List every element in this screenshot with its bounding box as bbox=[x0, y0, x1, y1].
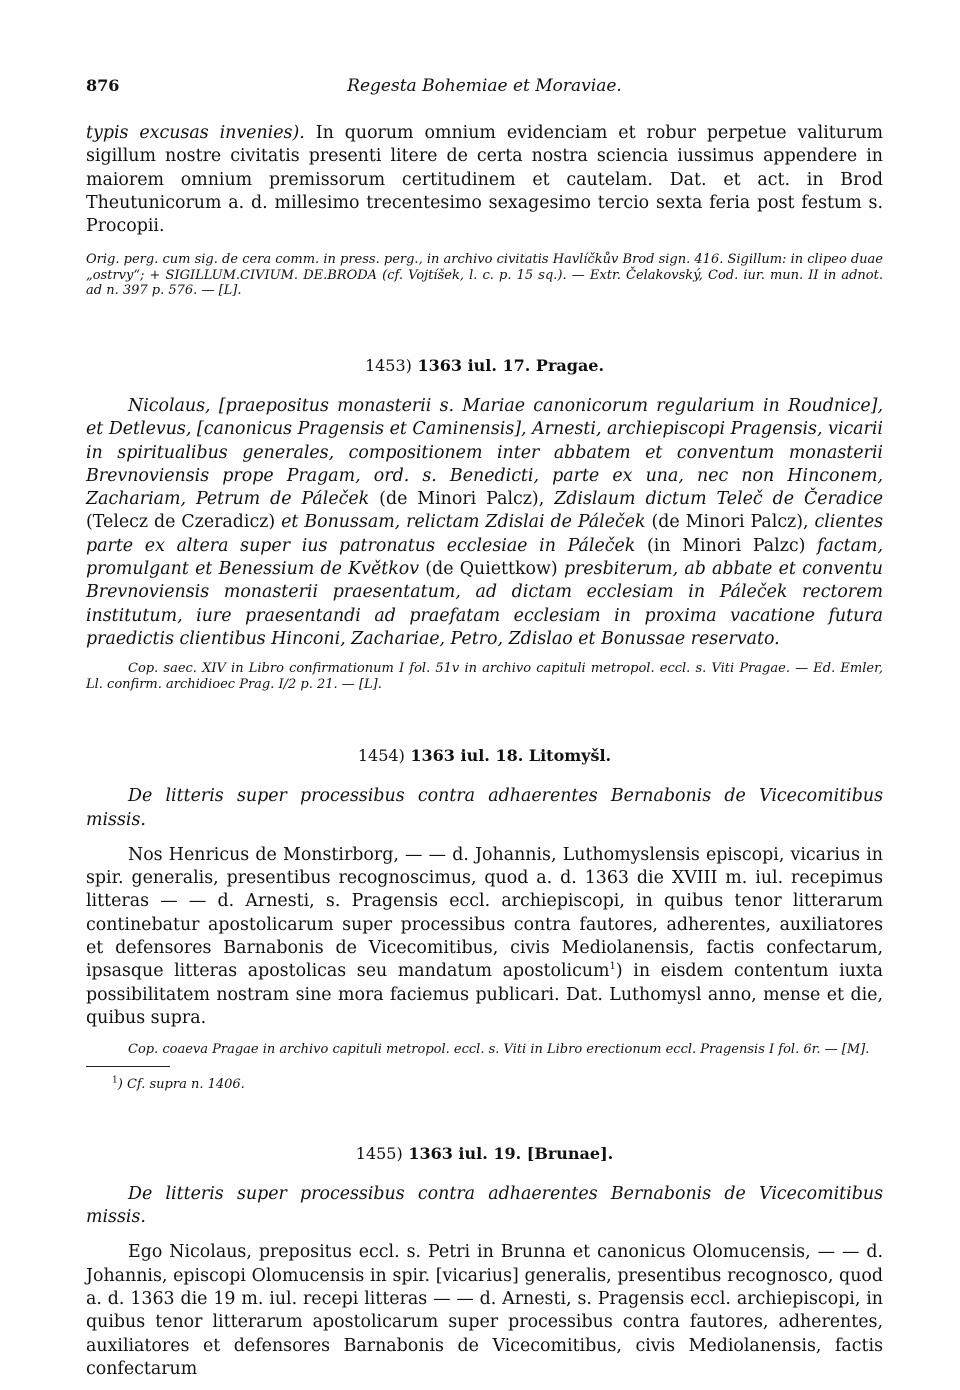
entry-1454-text-a: Nos Henricus de Monstirborg, — — d. Johannis, Luthomyslensis episcopi, vicarius in spir. generalis, presentibus recognoscimus, quod a. d. 1363 die XVIII m. iul. recepimus litteras — — d. Arnesti, s. Pragensis eccl. archiepiscopi, in quibus tenor litterarum continebatur apostolicarum super processibus contra fautores, adherentes, auxiliatores et defensores Barnabonis de Vicecomitibus, civis Mediolanensis, factis confectarum, ipsasque litteras apostolicas seu mandatum apostolicum bbox=[86, 844, 883, 982]
footnote-text: ) Cf. supra n. 1406. bbox=[117, 1076, 245, 1092]
entry-1453-number: 1453) bbox=[364, 355, 412, 375]
running-header bbox=[86, 70, 883, 102]
page-number: 876 bbox=[86, 76, 120, 95]
entry-1453-date-place: 1363 iul. 17. Pragae. bbox=[417, 355, 605, 375]
regest-part: et Bonussam, relictam Zdislai de Páleček bbox=[281, 512, 646, 533]
regest-part: Nicolaus, [praepositus monasterii s. Mariae canonicorum regularium in Roudnice], et Detlevus, [canonicus Pragensis et Caminensis], Arnesti, archiepiscopi Pragensis, vicarii in spiritualibus generales, compositionem inter abbatem et conventum monasterii Brevnoviensis prope Pragam, ord. s. Benedicti, parte ex una, nec non Hinconem, Zachariam, Petrum de Páleček bbox=[86, 395, 883, 510]
running-title: Regesta Bohemiae et Moraviae. bbox=[347, 76, 622, 96]
previous-entry-italic: typis excusas invenies). bbox=[86, 123, 305, 143]
entry-1454-regest: De litteris super processibus contra adhaerentes Bernabonis de Vicecomitibus missis. bbox=[86, 786, 883, 830]
entry-1455-text: Ego Nicolaus, prepositus eccl. s. Petri in Brunna et canonicus Olomucensis, — — d. Johannis, episcopi Olomucensis in spir. [vicarius] generalis, presentibus recognosco, quod a. d. 1363 die 19 m. iul. recepi litteras — — d. Arnesti, s. Pragensis eccl. archiepiscopi, in quibus tenor litterarum apostolicarum super processibus contra fautores, adherentes, auxiliatores et defensores Barnabonis de Vicecomitibus, civis Mediolanensis, factis confectarum bbox=[86, 1242, 883, 1379]
entry-1453-heading bbox=[86, 356, 883, 375]
regest-part: (Telecz de Czeradicz) bbox=[86, 512, 276, 533]
entry-1454-note: Cop. coaeva Pragae in archivo capituli metropol. eccl. s. Viti in Libro erectionum eccl. Pragensis I fol. 6r. — [M]. bbox=[128, 1042, 870, 1058]
entry-1454-date-place: 1363 iul. 18. Litomyšl. bbox=[410, 746, 612, 766]
entry-1453-note: Cop. saec. XIV in Libro confirmationum I fol. 51v in archivo capituli metropol. eccl. s. Viti Pragae. — Ed. Emler, Ll. confirm. archidioec Prag. I/2 p. 21. — [L]. bbox=[86, 661, 883, 692]
regest-part: clientes parte ex altera super ius patronatus ecclesiae in Páleček bbox=[86, 512, 884, 556]
previous-entry-body: In quorum omnium evidenciam et robur perpetue valiturum sigillum nostre civitatis presenti litere de certa nostra sciencia iussimus appendere in maiorem omnium premissorum certitudinem et cautelam. Dat. et act. in Brod Theutunicorum a. d. millesimo trecentesimo sexagesimo tercio sexta feria post festum s. Procopii. bbox=[86, 123, 883, 237]
footnote bbox=[86, 1077, 883, 1092]
entry-1455-number: 1455) bbox=[355, 1143, 403, 1163]
entry-1454-heading bbox=[86, 746, 883, 765]
footnote-reference: 1 bbox=[609, 961, 616, 973]
footnote-mark: 1 bbox=[112, 1075, 118, 1086]
regest-part: (in Minori Palzc) bbox=[647, 535, 806, 556]
previous-entry-note: Orig. perg. cum sig. de cera comm. in press. perg., in archivo civitatis Havlíčkův Brod sign. 416. Sigillum: in clipeo duae „ostrvy“; + SIGILLUM.CIVIUM. DE.BRODA (cf. Vojtíšek, l. c. p. 15 sq.). — Extr. Čelakovský, Cod. iur. mun. II in adnot. ad n. 397 p. 576. — [L]. bbox=[86, 252, 883, 299]
regest-part: (de Quiettkow) bbox=[425, 559, 558, 580]
regest-part: (de Minori Palcz), bbox=[379, 489, 545, 510]
entry-1454-number: 1454) bbox=[357, 746, 405, 766]
regest-part: presbiterum, ab abbate et conventu Brevnoviensis monasterii praesentatum, ad dictam ecclesiam in Páleček rectorem institutum, iure praesentandi ad praefatam ecclesiam in proxima vacatione futura praedictis clientibus Hinconi, Zachariae, Petro, Zdislao et Bonussae reservato. bbox=[86, 559, 883, 649]
entry-1455-date-place: 1363 iul. 19. [Brunae]. bbox=[408, 1143, 614, 1163]
regest-part: (de Minori Palcz), bbox=[651, 512, 809, 533]
entry-1455-heading bbox=[86, 1144, 883, 1163]
entry-1454-text-b: ) in eisdem contentum iuxta possibilitatem nostram sine mora faciemus publicari. Dat. Luthomysl anno, mense et die, quibus supra. bbox=[86, 961, 883, 1028]
entry-1453-regest bbox=[86, 395, 883, 651]
previous-entry-text bbox=[86, 122, 883, 238]
footnote-divider bbox=[86, 1066, 170, 1067]
document-page bbox=[86, 70, 883, 1381]
regest-part: factam, promulgant et Benessium de Květkov bbox=[86, 535, 883, 580]
regest-part: Zdislaum dictum Teleč de Čeradice bbox=[554, 489, 883, 510]
entry-1455-regest: De litteris super processibus contra adhaerentes Bernabonis de Vicecomitibus missis. bbox=[86, 1183, 883, 1228]
entry-1454-text bbox=[86, 844, 883, 1030]
